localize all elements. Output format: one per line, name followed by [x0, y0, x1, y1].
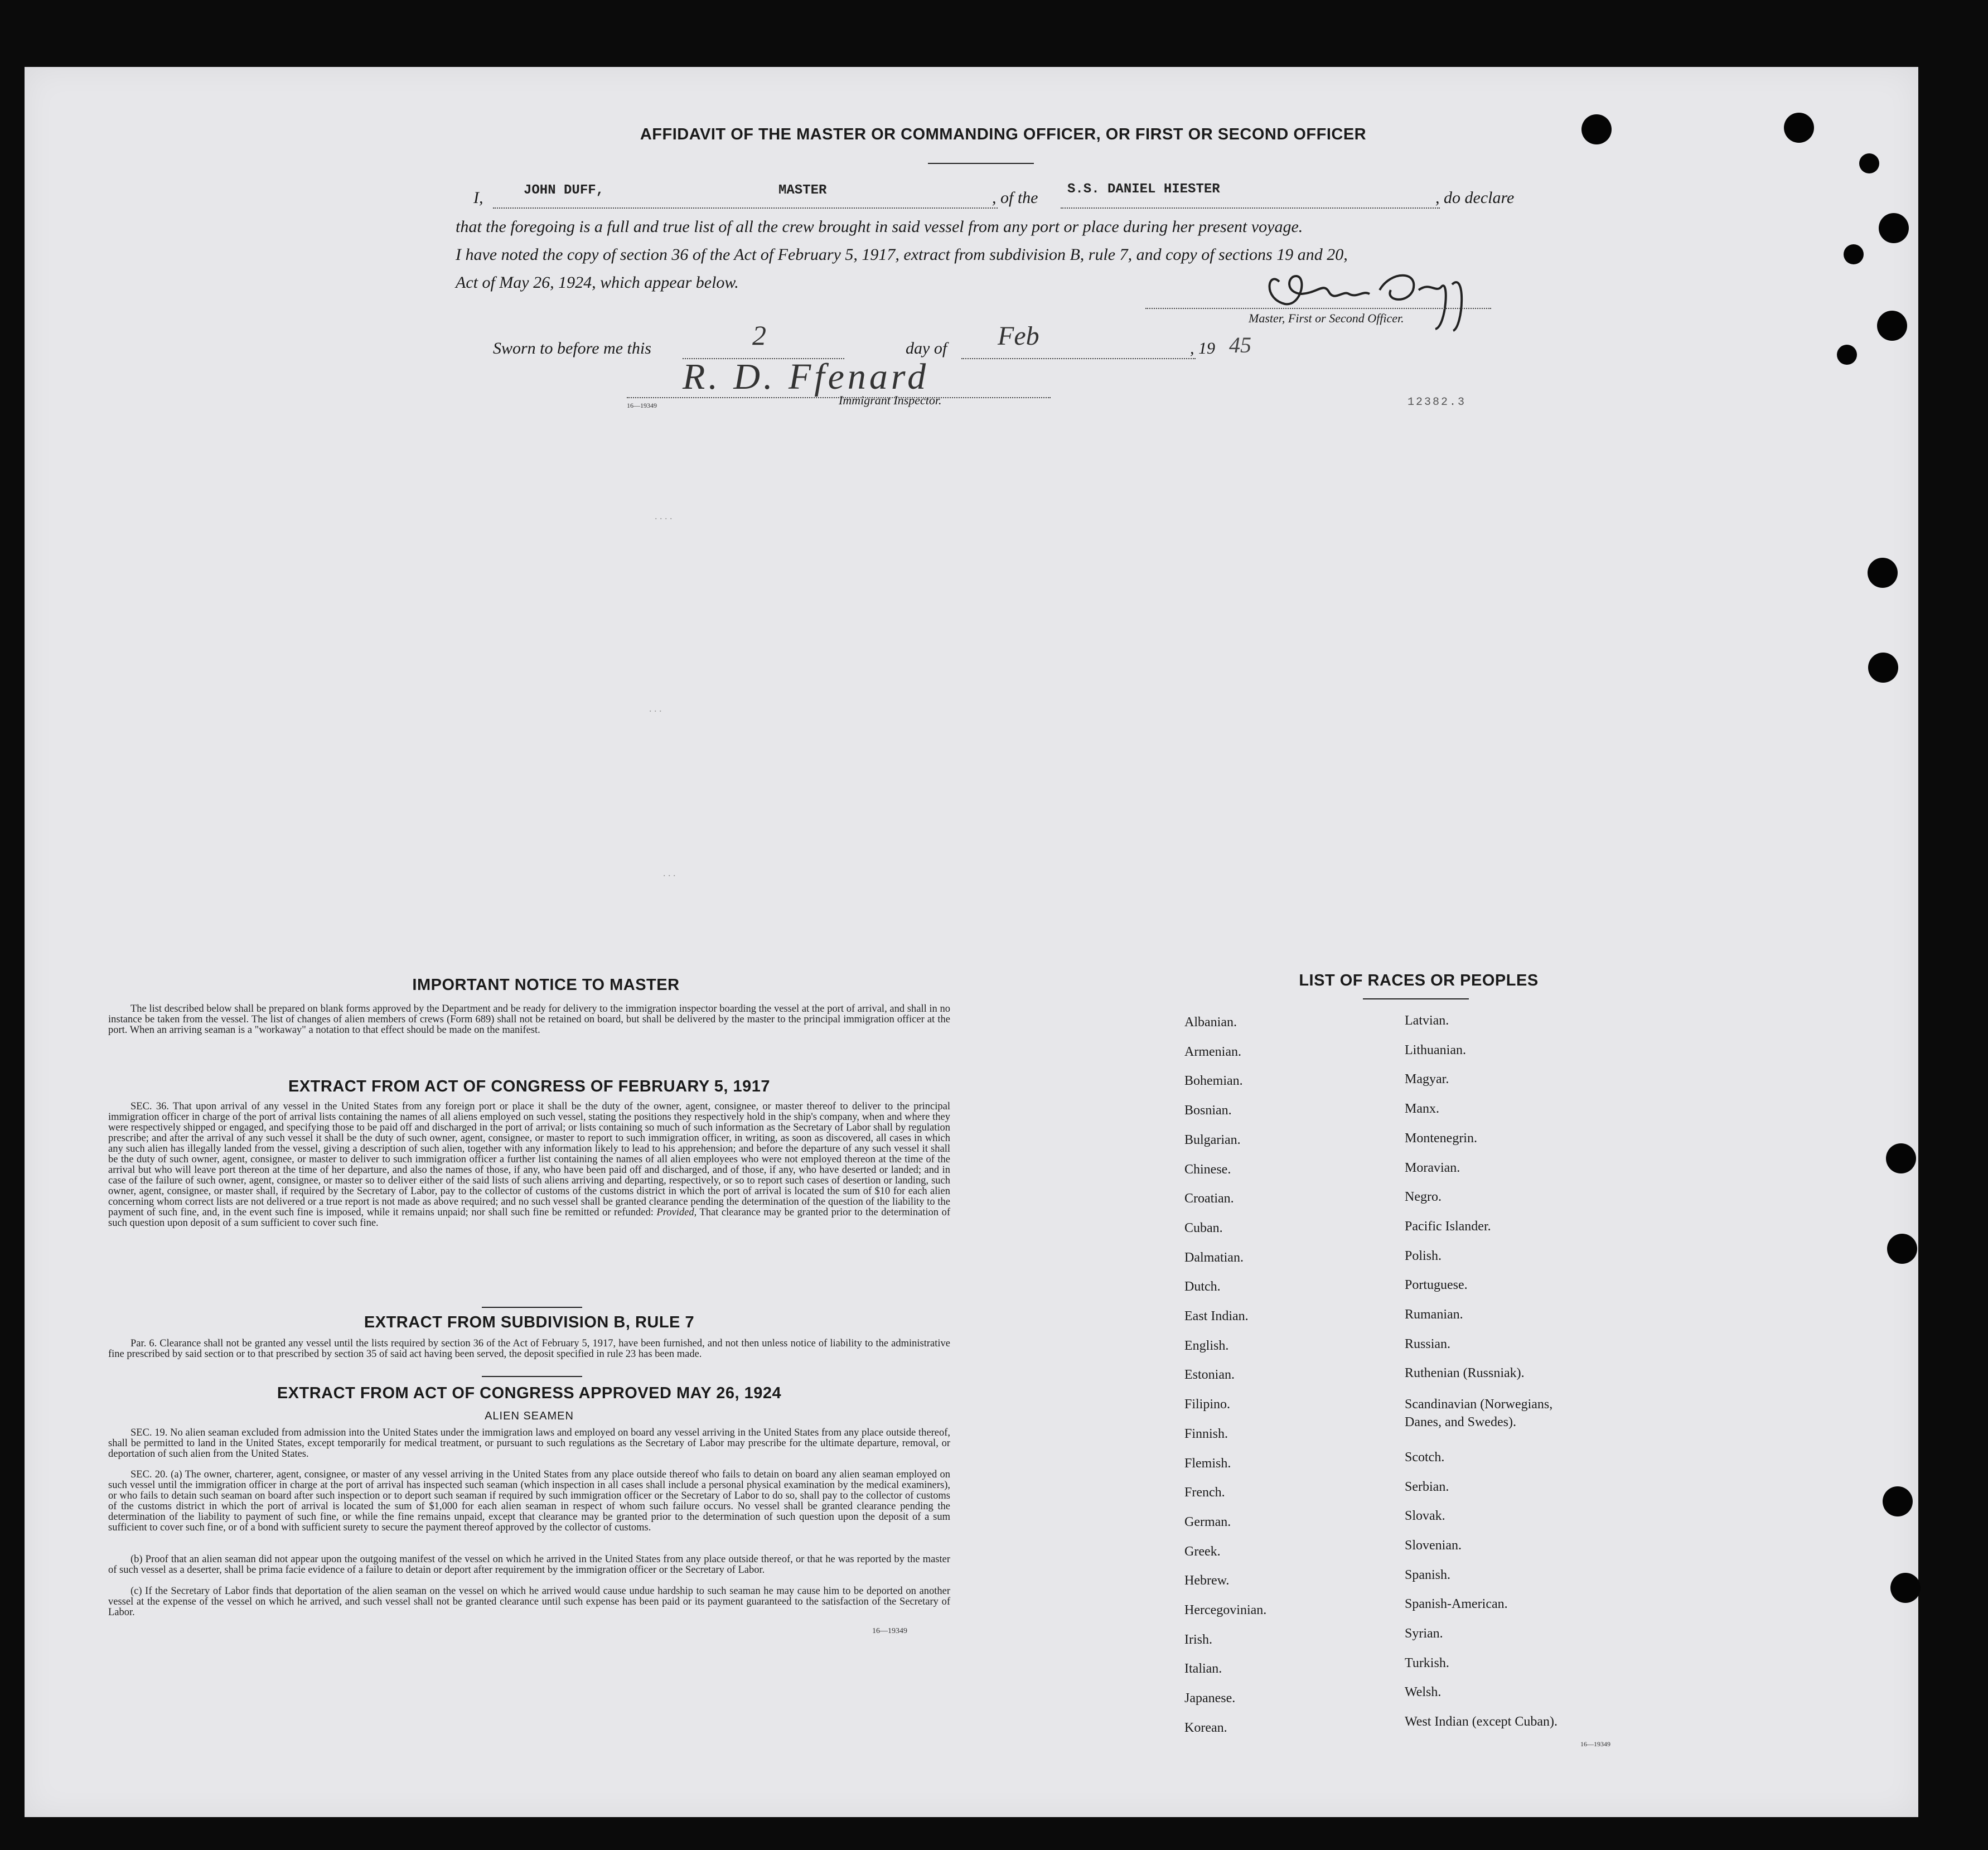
punch-hole [1859, 153, 1879, 173]
extract-1924-sec20a: SEC. 20. (a) The owner, charterer, agent, consignee, or master of any vessel arriving in the United States from any place outside thereof who fails to detain on board any alien seaman employed on such vessel until the immigration officer in charge at the port of arrival has inspected such seaman (which inspection in all cases shall include a personal physical examination by the medical examiners), or who fails to detain such seaman on board after such inspection or to deport such seaman if required by such immigration officer or the Secretary of Labor to do so, shall pay to the collector of customs of the customs district in which the port of arrival is located the sum of $1,000 for each alien seaman in respect of whom such failure occurs. No vessel shall be granted clearance pending the determination of the liability to payment of such fine, or while the fine remains unpaid, except that clearance may be granted prior to the determination of such question upon the deposit of a sum sufficient to cover such fine, or of a bond with sufficient surety to secure the payment thereof approved by the collector of customs. [108, 1469, 950, 1533]
master-name: JOHN DUFF, [524, 183, 604, 198]
rule7-title: EXTRACT FROM SUBDIVISION B, RULE 7 [364, 1313, 695, 1331]
race-item: Chinese. [1184, 1162, 1231, 1177]
race-item: Negro. [1405, 1190, 1442, 1205]
race-item: French. [1184, 1485, 1225, 1500]
race-item: Croatian. [1184, 1191, 1234, 1206]
rule7-text: Par. 6. Clearance shall not be granted any vessel until the lists required by section 36 of the Act of February 5, 1917, have been furnished, and not then unless notice of liability to the administrative fine prescribed by said section or to that prescribed by section 35 of said act having been served, the deposit specified in rule 23 has been made. [108, 1338, 950, 1360]
race-item: Cuban. [1184, 1220, 1223, 1235]
affidavit-prefix: I, [473, 189, 483, 207]
notice-text: The list described below shall be prepared on blank forms approved by the Department and be ready for delivery to the immigration inspector boarding the vessel at the port of arrival, and shall in no instance be taken from the vessel. The list of changes of alien members of crews (Form 689) shall not be retained on board, but shall be delivered by the master to the principal immigration officer at the port. When an arriving seaman is a "workaway" a notation to that effect should be made on the manifest. [108, 1003, 950, 1036]
master-signature-caption: Master, First or Second Officer. [1249, 311, 1404, 325]
race-item: Japanese. [1184, 1691, 1236, 1706]
race-item: English. [1184, 1338, 1229, 1353]
race-item: Turkish. [1405, 1655, 1449, 1670]
race-item: Finnish. [1184, 1426, 1228, 1441]
race-item: Magyar. [1405, 1072, 1449, 1087]
race-item: Filipino. [1184, 1397, 1231, 1412]
punch-hole [1844, 244, 1864, 264]
punch-hole [1890, 1573, 1921, 1603]
race-item: Polish. [1405, 1248, 1442, 1263]
extract-1924-sec20c: (c) If the Secretary of Labor finds that deportation of the alien seaman on the vessel on which he arrived would cause undue hardship to such seaman he may cause him to be deported on another vessel at the expense of the vessel on which he arrived, and such vessel shall not be granted clearance until such expense has been paid or its payment guaranteed to the satisfaction of the Secretary of Labor. [108, 1586, 950, 1618]
inspector-caption: Immigrant Inspector. [839, 393, 942, 407]
race-item: Bulgarian. [1184, 1132, 1241, 1147]
extract-1917-text-a: SEC. 36. That upon arrival of any vessel in the United States from any foreign port or place it shall be the duty of the owner, agent, consignee, or master thereof to deliver to the principal immigration officer in charge of the port of arrival lists containing the names of all aliens employed on such vessel, stating the positions they respectively hold in the ship's company, when and where they were respectively shipped or engaged, and specifying those to be paid off and discharged in the port of arrival; or lists containing so much of such information as the Secretary of Labor shall by regulation prescribe; and after the arrival of any such vessel it shall be the duty of such owner, agent, consignee, or master to report to such immigration officer, in writing, as soon as discovered, all cases in which any such alien has illegally landed from the vessel, giving a description of such alien, together with any information likely to lead to his apprehension; and before the departure of any such vessel it shall be the duty of such owner, agent, consignee, or master to deliver to such immigration officer a further list containing the names of all alien employees who were not employed thereon at the time of the arrival but who will leave port thereon at the time of her departure, and also the names of those, if any, who have been paid off and discharged, and of those, if any, who have deserted or landed; and in case of the failure of such owner, agent, consignee, or master so to deliver either of the said lists of such aliens arriving and departing, respectively, or so to report such cases of desertion or landing, such owner, agent, consignee, or master shall, if required by the Secretary of Labor, pay to the collector of customs of the customs district in which the port of arrival is located the sum of $10 for each alien concerning whom correct lists are not delivered or a true report is not made as above required; and no such vessel shall be granted clearance pending the determination of the question of the liability to the payment of such fine, and, in the event such fine is imposed, while it remains unpaid; nor shall such fine be remitted or refunded: [108, 1101, 950, 1218]
races-title: LIST OF RACES OR PEOPLES [1299, 972, 1539, 989]
punch-hole [1837, 345, 1857, 365]
sworn-prefix: Sworn to before me this [493, 339, 651, 358]
bleed-through-marks: . . . [649, 703, 662, 714]
race-item: Syrian. [1405, 1626, 1443, 1641]
sworn-day: 2 [752, 320, 766, 351]
stamp-number: 12382.3 [1407, 396, 1467, 409]
extract-1917-title: EXTRACT FROM ACT OF CONGRESS OF FEBRUARY 5, 1917 [288, 1078, 771, 1095]
race-item: Hebrew. [1184, 1573, 1230, 1588]
punch-hole [1887, 1234, 1917, 1264]
affidavit-title: AFFIDAVIT OF THE MASTER OR COMMANDING OFFICER, OR FIRST OR SECOND OFFICER [640, 125, 1367, 143]
race-item: Bosnian. [1184, 1103, 1232, 1118]
affidavit-line3: I have noted the copy of section 36 of the Act of February 5, 1917, extract from subdivision B, rule 7, and copy of sections 19 and 20, [456, 245, 1348, 264]
race-item: Manx. [1405, 1102, 1439, 1117]
race-item: Dutch. [1184, 1279, 1221, 1294]
race-item: Pacific Islander. [1405, 1219, 1491, 1234]
race-item: Scandinavian (Norwegians, Danes, and Swedes). [1405, 1397, 1553, 1430]
bleed-through-marks: . . . [663, 867, 676, 878]
bleed-through-marks: . . . . [655, 510, 673, 521]
race-item: West Indian (except Cuban). [1405, 1714, 1557, 1730]
race-item: Rumanian. [1405, 1307, 1463, 1322]
race-item: Slovak. [1405, 1509, 1445, 1524]
race-item: Dalmatian. [1184, 1250, 1244, 1265]
document-page [25, 67, 1918, 1817]
extract-1924-title: EXTRACT FROM ACT OF CONGRESS APPROVED MAY 26, 1924 [277, 1384, 782, 1402]
day-of-label: day of [906, 339, 947, 358]
race-item: Korean. [1184, 1720, 1227, 1735]
races-form-number: 16—19349 [1580, 1740, 1610, 1748]
extract-1924-sec20b: (b) Proof that an alien seaman did not appear upon the outgoing manifest of the vessel on which he arrived in the United States from any place outside thereof, or that he was reported by the master of such vessel as a deserter, shall be prima facie evidence of a failure to detain or deport after requirement by the immigration officer or the Secretary of Labor. [108, 1554, 950, 1576]
master-signature-dotline [1145, 308, 1491, 309]
punch-hole [1868, 653, 1898, 683]
do-declare-label: , do declare [1435, 189, 1515, 207]
race-item: Latvian. [1405, 1013, 1449, 1028]
punch-hole [1581, 114, 1612, 144]
race-item: Ruthenian (Russniak). [1405, 1366, 1525, 1381]
master-rank: MASTER [778, 183, 827, 198]
name-dotline [493, 207, 998, 209]
race-item: Greek. [1184, 1544, 1221, 1559]
vessel-name: S.S. DANIEL HIESTER [1067, 182, 1220, 197]
race-item: Russian. [1405, 1336, 1451, 1351]
race-item: Portuguese. [1405, 1278, 1468, 1293]
race-item: Spanish. [1405, 1567, 1451, 1582]
race-item: Irish. [1184, 1632, 1212, 1647]
punch-hole [1883, 1486, 1913, 1516]
race-item: Welsh. [1405, 1685, 1442, 1700]
race-item: Estonian. [1184, 1368, 1235, 1383]
extract-1917-text-b: That clearance may be granted prior to the determination of such question upon deposit of a sum sufficient to cover such fine. [108, 1207, 950, 1229]
race-item: German. [1184, 1514, 1231, 1529]
month-dotline [961, 358, 1196, 359]
race-item: Serbian. [1405, 1479, 1449, 1494]
punch-hole [1784, 113, 1814, 143]
notice-title: IMPORTANT NOTICE TO MASTER [412, 976, 680, 994]
vessel-dotline [1061, 207, 1440, 209]
master-signature [1246, 259, 1502, 337]
affidavit-line4: Act of May 26, 1924, which appear below. [456, 273, 739, 292]
race-item: Montenegrin. [1405, 1131, 1477, 1146]
races-title-underline [1363, 998, 1469, 999]
year-prefix: , 19 [1190, 339, 1215, 358]
extract-1924-form-number: 16—19349 [872, 1627, 907, 1635]
race-item: Spanish-American. [1405, 1597, 1508, 1612]
extract-1924-sec19: SEC. 19. No alien seaman excluded from admission into the United States under the immigration laws and employed on board any vessel arriving in the United States from any place outside thereof, shall be permitted to land in the United States, except temporarily for medical treatment, or pursuant to such regulations as the Secretary of Labor may prescribe for the ultimate departure, removal, or deportation of such alien from the United States. [108, 1427, 950, 1460]
extract-1924-subtitle: ALIEN SEAMEN [485, 1410, 574, 1422]
race-item: Albanian. [1184, 1015, 1237, 1030]
race-item: East Indian. [1184, 1309, 1249, 1324]
section-divider [482, 1307, 582, 1308]
race-item: Lithuanian. [1405, 1042, 1466, 1057]
extract-1917-text [108, 1102, 950, 1229]
race-item: Italian. [1184, 1661, 1222, 1677]
punch-hole [1877, 311, 1907, 341]
race-item: Scotch. [1405, 1450, 1445, 1465]
race-item: Hercegovinian. [1184, 1603, 1267, 1617]
punch-hole [1868, 558, 1898, 588]
punch-hole [1886, 1143, 1916, 1173]
of-the-label: , of the [992, 189, 1038, 207]
extract-1917-proviso: Provided, [656, 1207, 697, 1218]
race-item: Moravian. [1405, 1160, 1460, 1175]
race-item: Armenian. [1184, 1044, 1241, 1059]
race-item: Flemish. [1184, 1456, 1231, 1471]
inspector-form-number: 16—19349 [627, 402, 657, 409]
title-underline [928, 163, 1034, 164]
sworn-month: Feb [998, 321, 1039, 351]
sworn-year: 45 [1229, 332, 1251, 358]
affidavit-line2: that the foregoing is a full and true list of all the crew brought in said vessel from any port or place during her present voyage. [456, 218, 1303, 236]
race-item: Slovenian. [1405, 1538, 1462, 1553]
section-divider [482, 1376, 582, 1377]
race-item: Bohemian. [1184, 1074, 1243, 1089]
punch-hole [1879, 213, 1909, 243]
inspector-signature: R. D. Ffenard [683, 356, 930, 397]
